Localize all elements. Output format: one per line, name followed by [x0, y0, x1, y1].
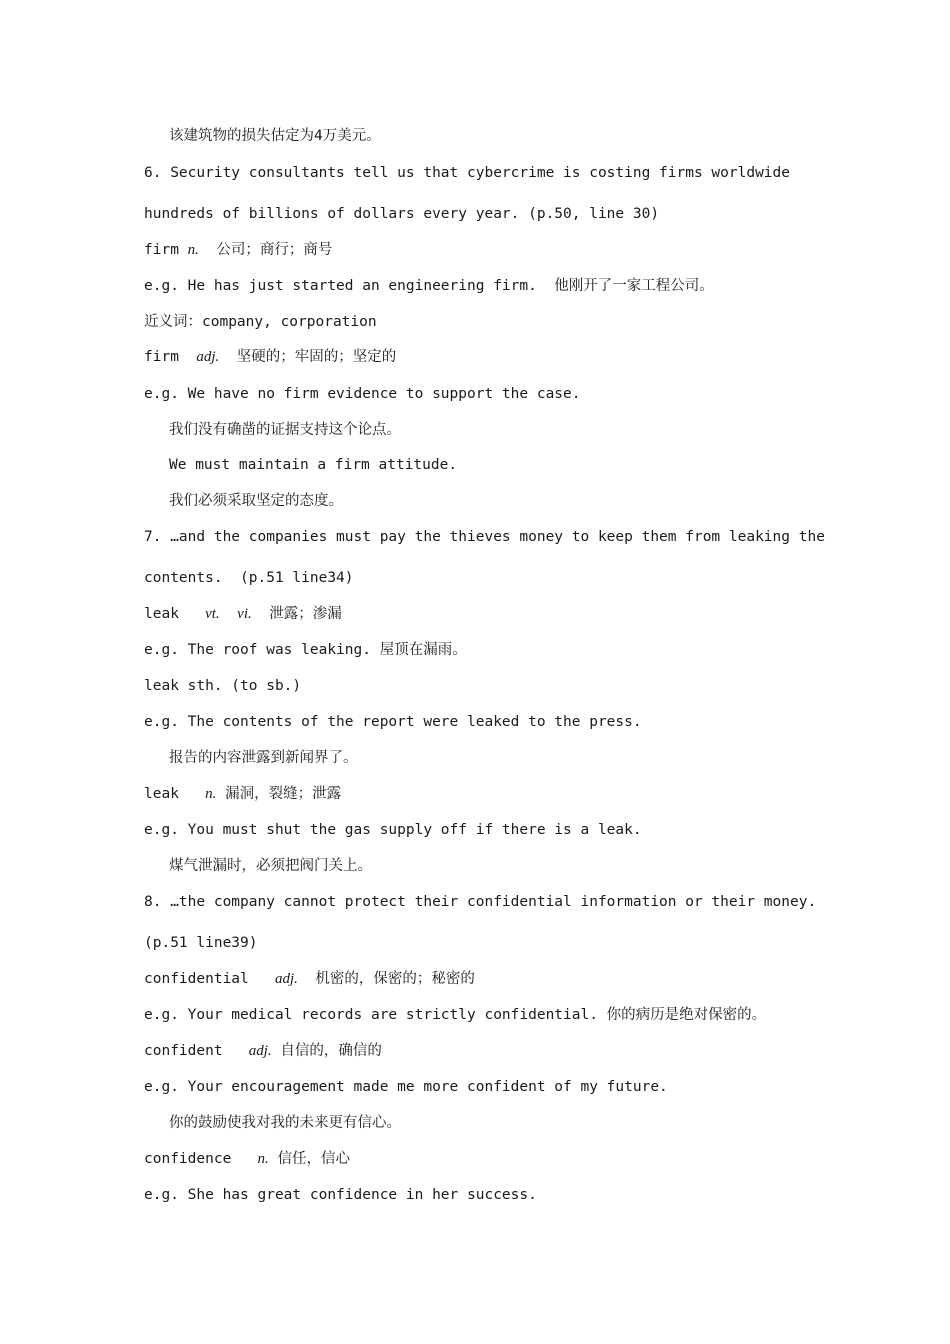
example-translation: 我们必须采取坚定的态度。	[169, 493, 343, 509]
entry-leak-verb: leak vt. vi. 泄露；渗漏	[144, 606, 342, 622]
sentence-8-cont: (p.51 line39)	[144, 935, 258, 951]
example-line: e.g. You must shut the gas supply off if there is a leak.	[144, 822, 642, 838]
example-translation: 该建筑物的损失估定为4万美元。	[169, 128, 381, 144]
example-line: We must maintain a firm attitude.	[169, 457, 458, 473]
sentence-7-cont: contents. (p.51 line34)	[144, 570, 354, 586]
example-line: e.g. He has just started an engineering firm. 他刚开了一家工程公司。	[144, 278, 714, 294]
entry-confidential: confidential adj. 机密的，保密的；秘密的	[144, 971, 475, 987]
example-translation: 我们没有确凿的证据支持这个论点。	[169, 422, 401, 438]
sentence-8: 8. …the company cannot protect their confidential information or their money.	[144, 894, 817, 910]
entry-confident: confident adj. 自信的，确信的	[144, 1043, 382, 1059]
example-line: e.g. The roof was leaking. 屋顶在漏雨。	[144, 642, 467, 658]
example-line: e.g. Your encouragement made me more confident of my future.	[144, 1079, 668, 1095]
example-line: e.g. She has great confidence in her success.	[144, 1187, 537, 1203]
sentence-7: 7. …and the companies must pay the thieves money to keep them from leaking the	[144, 529, 825, 545]
entry-leak-noun: leak n. 漏洞，裂缝；泄露	[144, 786, 342, 802]
example-line: e.g. We have no firm evidence to support the case.	[144, 386, 581, 402]
sentence-6: 6. Security consultants tell us that cybercrime is costing firms worldwide	[144, 165, 791, 181]
usage-pattern: leak sth. (to sb.)	[144, 678, 302, 694]
entry-firm-adj: firm adj. 坚硬的；牢固的；坚定的	[144, 349, 397, 365]
example-translation: 报告的内容泄露到新闻界了。	[169, 750, 358, 766]
synonyms-line: 近义词：company, corporation	[144, 314, 377, 330]
example-line: e.g. The contents of the report were leaked to the press.	[144, 714, 642, 730]
entry-confidence: confidence n. 信任，信心	[144, 1151, 350, 1167]
entry-firm-noun: firm n. 公司；商行；商号	[144, 242, 333, 258]
example-line: e.g. Your medical records are strictly confidential. 你的病历是绝对保密的。	[144, 1007, 767, 1023]
example-translation: 煤气泄漏时，必须把阀门关上。	[169, 858, 372, 874]
example-translation: 你的鼓励使我对我的未来更有信心。	[169, 1115, 401, 1131]
sentence-6-cont: hundreds of billions of dollars every year. (p.50, line 30)	[144, 206, 660, 222]
